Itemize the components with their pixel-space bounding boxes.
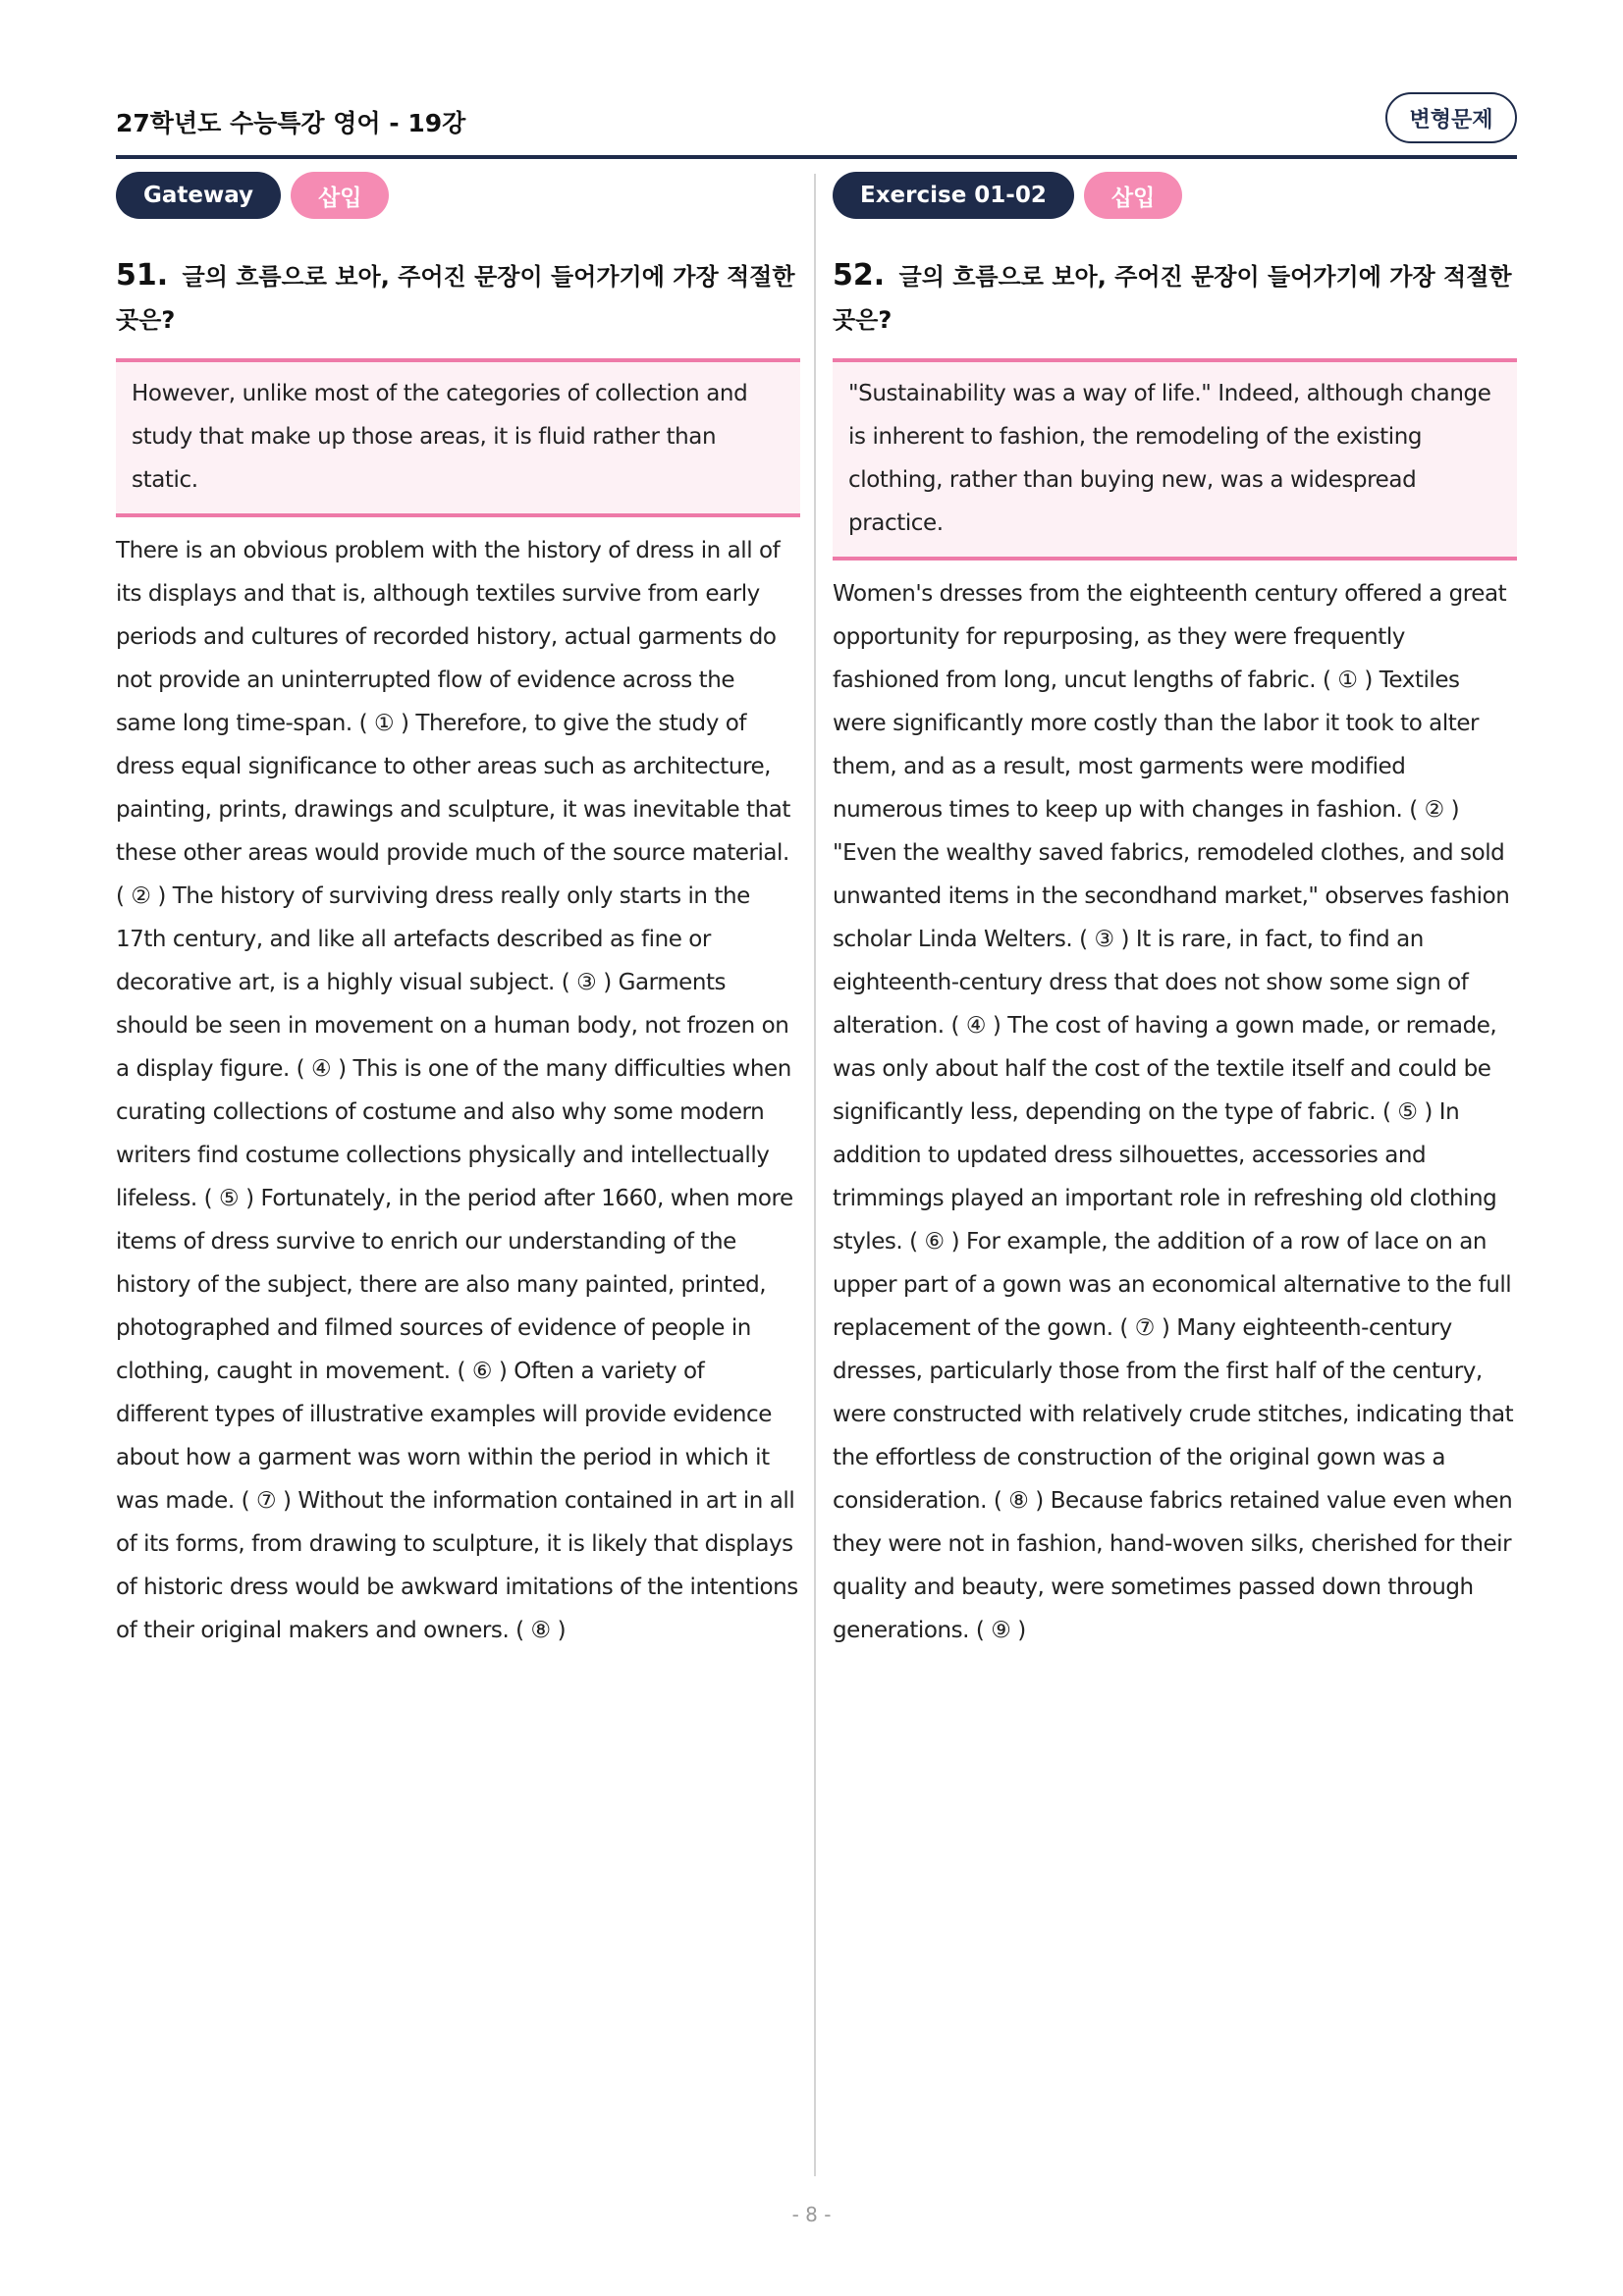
right-tags — [833, 172, 1517, 219]
source-tag: Exercise 01-02 — [833, 172, 1074, 219]
type-tag: 삽입 — [291, 172, 389, 219]
given-sentence-box: However, unlike most of the categories of collection and study that make up those areas, it is fluid rather than static. — [116, 358, 800, 517]
question-number: 51. — [116, 258, 169, 293]
question-text: 글의 흐름으로 보아, 주어진 문장이 들어가기에 가장 적절한 곳은? — [116, 263, 795, 334]
variant-badge: 변형문제 — [1385, 92, 1517, 143]
passage-text: There is an obvious problem with the history of dress in all of its displays and that is, although textiles survive from early periods and cultures of recorded history, actual garments do not provide an uninterrupted flow of evidence across the same long time-span. ( ① ) Therefore, to give the study of dress equal significance to other areas such as architecture, painting, prints, drawings and sculpture, it was inevitable that these other areas would provide much of the source material. ( ② ) The history of surviving dress really only starts in the 17th century, and like all artefacts described as fine or decorative art, is a highly visual subject. ( ③ ) Garments should be seen in movement on a human body, not frozen on a display figure. ( ④ ) This is one of the many difficulties when curating collections of costume and also why some modern writers find costume collections physically and intellectually lifeless. ( ⑤ ) Fortunately, in the period after 1660, when more items of dress survive to enrich our understanding of the history of the subject, there are also many painted, printed, photographed and filmed sources of evidence of people in clothing, caught in movement. ( ⑥ ) Often a variety of different types of illustrative examples will provide evidence about how a garment was worn within the period in which it was made. ( ⑦ ) Without the information contained in art in all of its forms, from drawing to sculpture, it is likely that displays of historic dress would be awkward imitations of the intentions of their original makers and owners. ( ⑧ ) — [116, 538, 798, 1643]
question-heading — [833, 254, 1517, 342]
passage-text: Women's dresses from the eighteenth century offered a great opportunity for repurposing, as they were frequently fashioned from long, uncut lengths of fabric. ( ① ) Textiles were significantly more costly than the labor it took to alter them, and as a result, most garments were modified numerous times to keep up with changes in fashion. ( ② ) "Even the wealthy saved fabrics, remodeled clothes, and sold unwanted items in the secondhand market," observes fashion scholar Linda Welters. ( ③ ) It is rare, in fact, to find an eighteenth-century dress that does not show some sign of alteration. ( ④ ) The cost of having a gown made, or remade, was only about half the cost of the textile itself and could be significantly less, depending on the type of fabric. ( ⑤ ) In addition to updated dress silhouettes, accessories and trimmings played an important role in refreshing old clothing styles. ( ⑥ ) For example, the addition of a row of lace on an upper part of a gown was an economical alternative to the full replacement of the gown. ( ⑦ ) Many eighteenth-century dresses, particularly those from the first half of the century, were constructed with relatively crude stitches, indicating that the effortless de construction of the original gown was a consideration. ( ⑧ ) Because fabrics retained value even when they were not in fashion, hand-woven silks, cherished for their quality and beauty, were sometimes passed down through generations. ( ⑨ ) — [833, 581, 1514, 1643]
right-column — [833, 172, 1517, 1652]
question-heading — [116, 254, 800, 342]
header-title: 27학년도 수능특강 영어 - 19강 — [116, 109, 466, 137]
question-text: 글의 흐름으로 보아, 주어진 문장이 들어가기에 가장 적절한 곳은? — [833, 263, 1512, 334]
left-tags — [116, 172, 800, 219]
question-number: 52. — [833, 258, 886, 293]
page-header — [116, 92, 1517, 159]
left-column — [116, 172, 800, 1652]
page-number: - 8 - — [791, 2203, 832, 2226]
source-tag: Gateway — [116, 172, 281, 219]
given-sentence-box: "Sustainability was a way of life." Indeed, although change is inherent to fashion, the remodeling of the existing clothing, rather than buying new, was a widespread practice. — [833, 358, 1517, 561]
type-tag: 삽입 — [1084, 172, 1182, 219]
column-divider — [814, 174, 816, 2176]
